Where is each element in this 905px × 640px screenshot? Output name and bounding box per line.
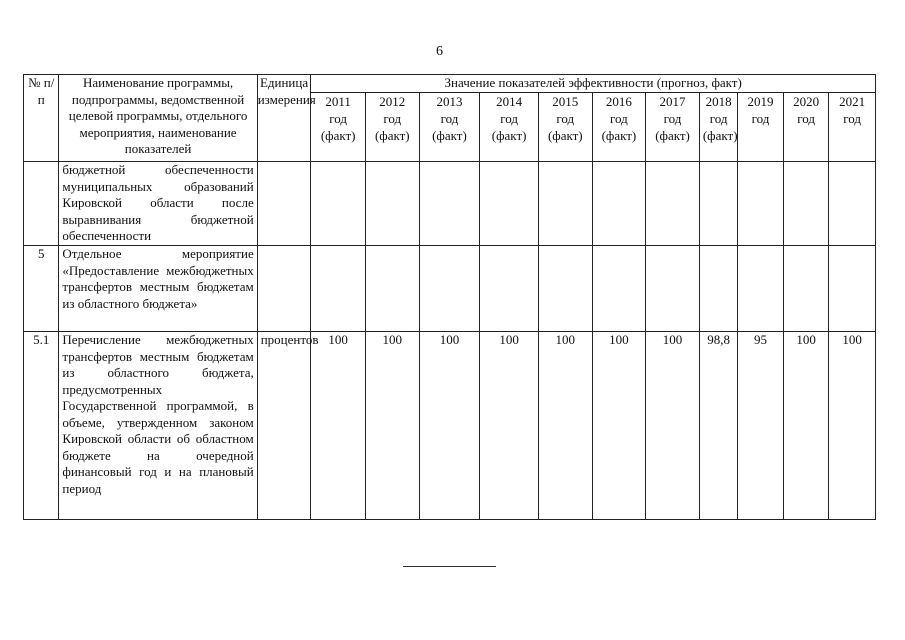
year-header-2016	[592, 93, 646, 162]
year-header-l2: (факт)	[655, 128, 690, 143]
value-cell-2014: 100	[480, 332, 539, 520]
year-header-year: 2021	[839, 94, 866, 109]
row-name: бюджетной обеспеченности муниципальных образований Кировской области после выравнивания бюджетной обеспеченности	[59, 162, 257, 246]
value-cell-2018	[699, 246, 737, 332]
year-header-l1: год	[500, 111, 518, 126]
value-cell-2020	[783, 162, 829, 246]
value-cell-2012: 100	[365, 332, 419, 520]
value-cell-2011	[311, 162, 366, 246]
year-header-l2: (факт)	[491, 128, 527, 143]
row-unit: процентов	[257, 332, 311, 520]
table-body	[24, 162, 876, 520]
year-header-year: 2014	[496, 94, 523, 109]
year-header-l2: (факт)	[432, 128, 467, 143]
year-header-year: 2017	[659, 94, 686, 109]
value-cell-2011: 100	[311, 332, 366, 520]
value-cell-2011	[311, 246, 366, 332]
year-header-l1: год	[751, 111, 770, 126]
value-cell-2020: 100	[783, 332, 829, 520]
year-header-l2: (факт)	[601, 128, 637, 143]
year-header-2017	[646, 93, 700, 162]
year-header-2015	[538, 93, 592, 162]
value-cell-2016	[592, 246, 646, 332]
year-header-l2: (факт)	[320, 128, 356, 143]
value-cell-2018	[699, 162, 737, 246]
year-header-year: 2018	[705, 94, 732, 109]
header-name: Наименование программы, подпрограммы, ведомственной целевой программы, отдельного мероприятия, наименование показателей	[59, 75, 257, 162]
header-values-group: Значение показателей эффективности (прогноз, факт)	[311, 75, 876, 93]
year-header-2012	[365, 93, 419, 162]
value-cell-2013	[419, 246, 480, 332]
year-header-year: 2015	[552, 94, 579, 109]
table-row	[24, 162, 876, 246]
year-header-l2: (факт)	[374, 128, 410, 143]
table-row	[24, 332, 876, 520]
table-row	[24, 246, 876, 332]
value-cell-2019	[738, 162, 784, 246]
performance-indicators-table	[23, 74, 876, 520]
row-unit	[257, 162, 311, 246]
value-cell-2019	[738, 246, 784, 332]
year-header-l1: год	[329, 111, 348, 126]
year-header-l1: год	[797, 111, 815, 126]
year-header-l1: год	[663, 111, 682, 126]
year-header-l1: год	[556, 111, 575, 126]
footer-divider	[403, 566, 496, 567]
value-cell-2016	[592, 162, 646, 246]
value-cell-2012	[365, 162, 419, 246]
year-header-l2: (факт)	[547, 128, 583, 143]
year-header-l1: год	[610, 111, 628, 126]
year-header-2019	[738, 93, 784, 162]
value-cell-2021: 100	[829, 332, 876, 520]
year-header-2013	[419, 93, 480, 162]
year-header-2021	[829, 93, 876, 162]
year-header-year: 2011	[325, 94, 351, 109]
value-cell-2021	[829, 246, 876, 332]
value-cell-2012	[365, 246, 419, 332]
value-cell-2015	[538, 162, 592, 246]
header-unit: Единица измерения	[257, 75, 311, 162]
value-cell-2018: 98,8	[699, 332, 737, 520]
value-cell-2014	[480, 162, 539, 246]
year-header-year: 2016	[605, 94, 632, 109]
year-header-year: 2012	[379, 94, 406, 109]
year-header-2020	[783, 93, 829, 162]
year-header-year: 2020	[793, 94, 820, 109]
year-header-2014	[480, 93, 539, 162]
value-cell-2014	[480, 246, 539, 332]
year-header-l1: год	[843, 111, 862, 126]
value-cell-2019: 95	[738, 332, 784, 520]
row-number: 5	[24, 246, 59, 332]
header-number: № п/п	[24, 75, 59, 162]
row-name: Отдельное мероприятие «Предоставление межбюджетных трансфертов местным бюджетам из областного бюджета»	[59, 246, 257, 332]
value-cell-2017	[646, 162, 700, 246]
row-name: Перечисление межбюджетных трансфертов местным бюджетам из областного бюджета, предусмотренных Государственной программой, в объеме, утвержденном законом Кировской области об областном бюджете на очередной финансовый год и на плановый период	[59, 332, 257, 520]
row-unit	[257, 246, 311, 332]
value-cell-2020	[783, 246, 829, 332]
year-header-2018	[699, 93, 737, 162]
value-cell-2015	[538, 246, 592, 332]
year-header-year: 2013	[436, 94, 463, 109]
value-cell-2017	[646, 246, 700, 332]
year-header-l1: год	[383, 111, 402, 126]
row-number: 5.1	[24, 332, 59, 520]
value-cell-2013	[419, 162, 480, 246]
row-number	[24, 162, 59, 246]
value-cell-2016: 100	[592, 332, 646, 520]
value-cell-2021	[829, 162, 876, 246]
page-number: 6	[436, 44, 443, 59]
year-header-year: 2019	[747, 94, 774, 109]
value-cell-2013: 100	[419, 332, 480, 520]
year-header-2011	[311, 93, 366, 162]
year-header-l1: год	[709, 111, 728, 126]
year-header-l2: (факт)	[702, 128, 738, 143]
year-header-l1: год	[440, 111, 459, 126]
value-cell-2015: 100	[538, 332, 592, 520]
value-cell-2017: 100	[646, 332, 700, 520]
